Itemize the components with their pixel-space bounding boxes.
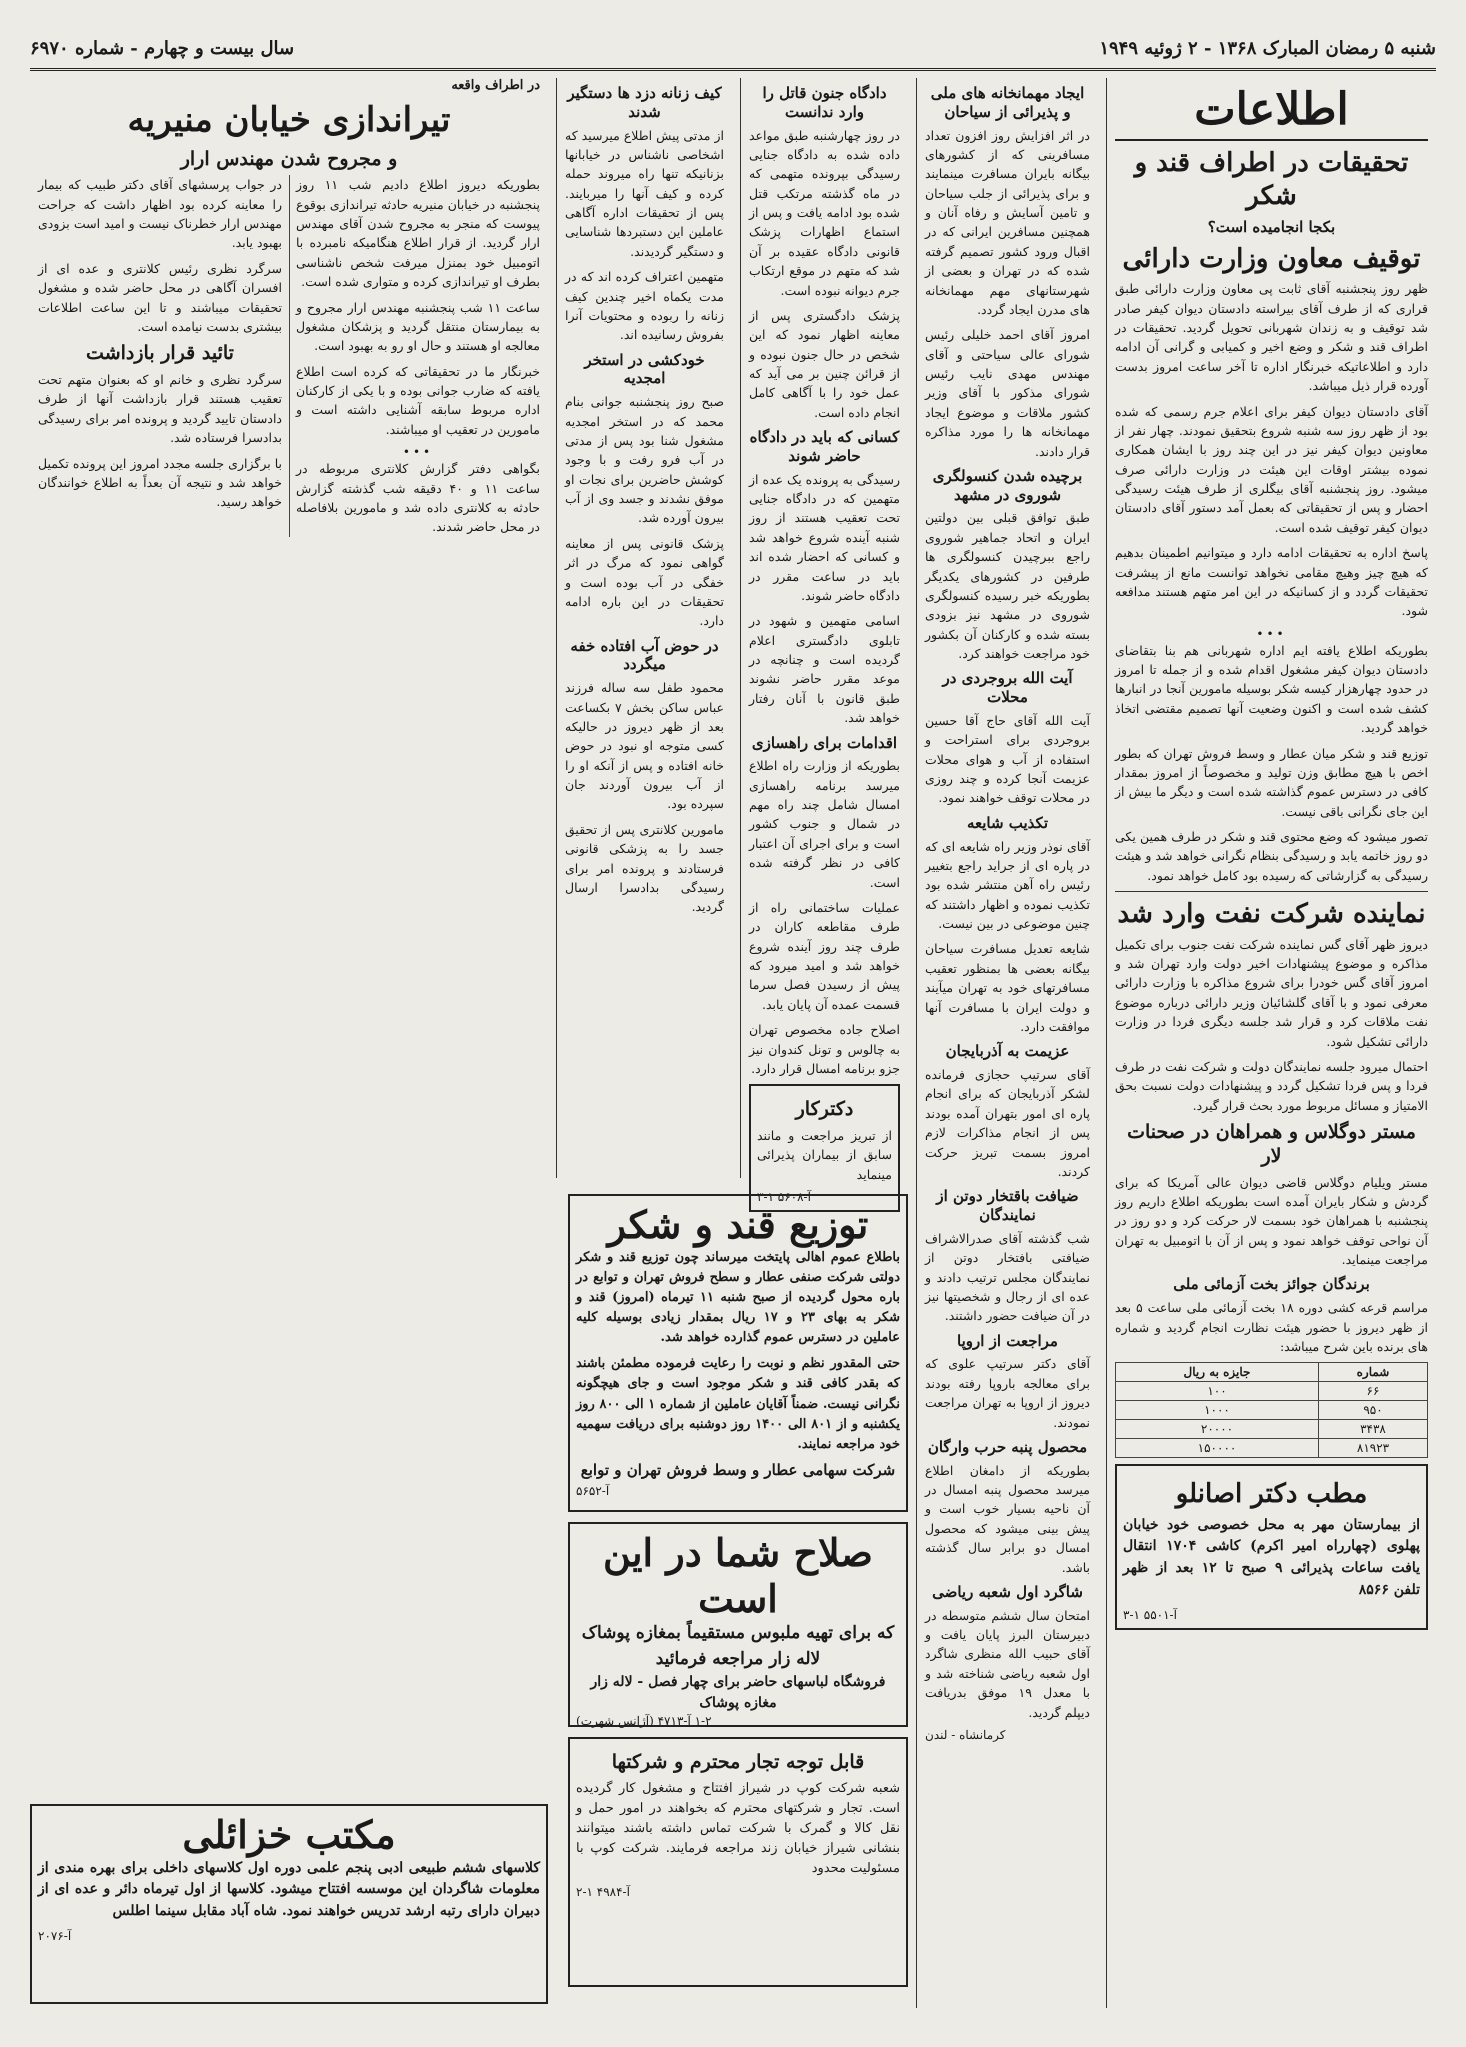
table-row: ۶۶ ۱۰۰: [1116, 1382, 1428, 1401]
article-text: در روز چهارشنبه طبق مواعد داده شده به دادگاه جنایی رسیدگی بپرونده متهمی که در ماه گذشته مرتکب قتل شده بود ادامه یافت و پس از استماع اظهارات پزشک قانونی دادگاه عقیده بر آن شد که متهم در موقع ارتکاب جرم دیوانه نبوده است.: [749, 127, 900, 298]
article-text: پزشک دادگستری پس از معاینه اظهار نمود که این شخص در حال جنون نبوده و از قرائن چنین بر می آید که عمل خود را با آگاهی کامل انجام داده است.: [749, 307, 900, 420]
column-1: [1106, 78, 1436, 2008]
masthead: اطلاعات: [1115, 78, 1428, 141]
ad-notice-title: قابل توجه تجار محترم و شرکتها: [611, 1751, 865, 1773]
article-text: آقای دکتر سرتیپ علوی که برای معالجه باروپا رفته بودند دیروز از اروپا به تهران مراجعت نمودند.: [925, 1356, 1090, 1430]
article-text: رسیدگی به پرونده یک عده از متهمین که در دادگاه جنایی تحت تعقیب هستند از روز شنبه آینده شروع خواهد شد و کسانی که احضار شده اند باید در ساعت مقرر در دادگاه حاضر شوند.: [748, 471, 900, 603]
article-text: پزشک قانونی پس از معاینه گواهی نمود که مرگ در اثر خفگی در آب بوده است و تحقیقات در این باره ادامه دارد.: [565, 535, 724, 629]
table-row: ۸۱۹۲۳ ۱۵۰۰۰۰: [1116, 1439, 1428, 1458]
ad-clothing-line: که برای تهیه ملبوس مستقیماً بمغازه پوشاک: [581, 1623, 895, 1644]
article-text: بطوریکه دیروز اطلاع دادیم شب ۱۱ روز پنجشنبه در خیابان منیریه حادثه تیراندازی بوقوع پیوست که منجر به مجروح شدن آقای مهندس ارار گردید. از قرار اطلاع هنگامیکه نامبرده با اتومبیل خود بمنزل میرفت شخص ناشناسی بطرف او تیراندازی کرده و متواری شده است.: [296, 177, 540, 290]
article-text: ساعت ۱۱ شب پنجشنبه مهندس ارار مجروح و به بیمارستان منتقل گردید و پزشکان مشغول معالجه او هستند و حال او رو به بهبود است.: [296, 299, 540, 354]
ad-doctor-title: مطب دکتر اصانلو: [1175, 1479, 1368, 1510]
article-text: آقای نوذر وزیر راه شایعه ای که در پاره ای از جراید راجع بتغییر رئیس راه آهن منتشر شده بود تکذیب نموده و اظهار داشتند که چنین موضوعی در بین نیست.: [925, 838, 1090, 931]
kicker: در اطراف واقعه: [451, 78, 540, 93]
headline-borujerdi: آیت الله بروجردی در محلات: [942, 669, 1073, 707]
ad-notice-text: شعبه شرکت کوپ در شیراز افتتاح و مشغول کار گردیده است. تجار و شرکتهای محترم که بخواهند در امور حمل و نقل کالا و گمرک با شرکت تماس داشته باشند میتوانند بنشانی شیراز خیابان زند مراجعه فرمایند. شرکت کوپ با مسئولیت محدود: [576, 1780, 900, 1877]
headline-child-drowned: در حوض آب افتاده خفه میگردد: [570, 636, 719, 674]
ad-ref: آ-۵۶۵۲: [576, 1483, 610, 1498]
headline-oil-company: نماینده شرکت نفت وارد شد: [1117, 899, 1426, 930]
article-text: بطوریکه اطلاع یافته ایم اداره شهربانی هم بنا بتقاضای دادستان دیوان کیفر مشغول اقدام شده و از جمله تا امروز در حدود چهارهزار کیسه شکر بوسیله مامورین آنجا در انبارها کشف شده است و اکنون وضعیت آنها تصمیم مقتضی اتخاذ خواهد گردید.: [1115, 642, 1428, 736]
article-text: صبح روز پنجشنبه جوانی بنام محمد که در استخر امجدیه مشغول شنا بود پس از مدتی در آب فرو رفت و با وجود کوشش حاضرین برای نجات او موفق نشدند و جسد وی از آب بیرون آورده شد.: [565, 394, 724, 526]
article-text: سرگرد نظری و خانم او که بعنوان متهم تحت تعقیب هستند قرار بازداشت آنها از طرف دادستان تایید گردید و پرونده امر برای رسیدگی بدادسرا فرستاده شد.: [38, 372, 282, 446]
headline-shooting: تیراندازی خیابان منیریه: [127, 100, 451, 140]
lottery-table: [1115, 1362, 1428, 1458]
headline-azerbaijan: عزیمت به آذربایجان: [945, 1042, 1070, 1061]
subhead-kicker: بکجا انجامیده است؟: [1207, 218, 1336, 236]
article-text: در جواب پرسشهای آقای دکتر طبیب که بیمار را معاینه کرده بود اظهار داشت که جراحت مهندس ارار خطرناک نیست و امید است بزودی بهبود یابد.: [38, 177, 282, 251]
table-header: جایزه به ریال: [1116, 1363, 1319, 1382]
ad-school: [30, 1804, 548, 2004]
article-text: با برگزاری جلسه مجدد امروز این پرونده تکمیل خواهد شد و نتیجه آن بعداً به اطلاع خوانندگان خواهد رسید.: [38, 455, 282, 510]
ad-sugar-text-2: حتی المقدور نظم و نوبت را رعایت فرموده مطمئن باشند که بقدر کافی قند و شکر موجود است و جای هیچگونه نگرانی نیست. ضمناً آقایان عاملین از شماره ۱ الی ۸۰۰ روز یکشنبه و از ۸۰۱ الی ۱۴۰۰ روز دوشنبه برای دریافت سهمیه خود مراجعه نمایند.: [576, 1356, 901, 1452]
article-text: سرگرد نظری رئیس کلانتری و عده ای از افسران آگاهی در محل حاضر شده و مشغول تحقیقات میباشند و تا این ساعت اطلاعات بیشتری بدست نیامده است.: [38, 260, 282, 334]
article-text: آقای سرتیپ حجازی فرمانده لشکر آذربایجان که برای انجام پاره ای امور بتهران آمده بودند پس از انجام مذاکرات لازم امروز بسمت تبریز حرکت کردند.: [925, 1067, 1090, 1179]
article-text: دیروز ظهر آقای گس نماینده شرکت نفت جنوب برای تکمیل مذاکره و موضوع پیشنهادات اخیر دولت وارد تهران شد و امروز آقای گس خودرا برای شروع مذاکره با وزارت دارائی معرفی نمود و با آقای گلشائیان وزیر دارائی درباره موضوع نفت ملاقات کرد و قرار شد جلسه دیگری فردا در وزارت دارائی تشکیل شود.: [1115, 936, 1428, 1049]
dateline-issue: سال بیست و چهارم - شماره ۶۹۷۰: [30, 37, 295, 59]
article-text: در اثر افزایش روز افزون تعداد مسافرینی که از کشورهای بیگانه بایران مسافرت مینمایند و برای پذیرائی از جلب سیاحان و تامین آسایش و رفاه آنان و همچنین مسافرین ایرانی که در اقبال ورود کشور تصمیم گرفته شده که در تهران و بعضی از شهرستانهای مهم مهمانخانه های مدرن ایجاد گردد.: [925, 127, 1090, 317]
article-text: امتحان سال ششم متوسطه در دبیرستان البرز پایان یافت و آقای حبیب الله منظری شاگرد اول شعبه ریاضی شناخته شد و با معدل ۱۹ موفق بدریافت دیپلم گردید.: [925, 1607, 1090, 1720]
ad-clothing-line: لاله زار مراجعه فرمائید: [655, 1648, 821, 1669]
table-row: ۹۵۰ ۱۰۰۰: [1116, 1401, 1428, 1420]
article-text: مستر ویلیام دوگلاس قاضی دیوان عالی آمریکا که برای گردش و شکار بایران آمده است بطوریکه اطلاع داریم روز پنجشنبه با همراهان خود بسمت لار حرکت کرد و دو روز در آن نواحی توقف خواهد نمود و پس از آن با اتومبیل به تهران مراجعت مینماید.: [1115, 1174, 1428, 1267]
article-text: اسامی متهمین و شهود در تابلوی دادگستری اعلام گردیده است و چنانچه در موعد مقرر حاضر نشوند طبق قانون با آنان رفتار خواهد شد.: [749, 613, 900, 726]
headline-denial: تکذیب شایعه: [966, 813, 1049, 832]
separator: •••: [402, 445, 434, 460]
ad-ref: ۳-۱ آ-۵۶۰۸: [757, 1190, 811, 1205]
ad-doctor-kar-title: دکترکار: [795, 1098, 854, 1121]
article-text: شب گذشته آقای صدرالاشراف ضیافتی بافتخار دوتن از نمایندگان مجلس ترتیب دادند و عده ای از رجال و شخصیتها نیز در آن ضیافت حضور داشتند.: [925, 1230, 1090, 1324]
headline-douglas: مستر دوگلاس و همراهان در صحنات لار: [1127, 1121, 1416, 1167]
headline-top-student: شاگرد اول شعبه ریاضی: [932, 1582, 1083, 1601]
column-4: [556, 78, 732, 1178]
headline-cotton: محصول پنبه حرب وارگان: [927, 1437, 1088, 1456]
ad-doctor-text: از بیمارستان مهر به محل خصوصی خود خیابان پهلوی (چهارراه امیر اکرم) کاشی ۱۷۰۴ انتقال یافت ساعات پذیرائی ۹ صبح تا ۱۲ بعد از ظهر تلفن ۸۵۶۶: [1123, 1516, 1421, 1598]
headline-court-insanity: دادگاه جنون قاتل را وارد ندانست: [762, 84, 887, 121]
article-text: پاسخ اداره به تحقیقات ادامه دارد و میتوانیم اطمینان بدهیم که هیچ چیز وهیچ مقامی نخواهد توانست مانع از پیشرفت تحقیقات گردد و از کسانیکه در این امر متهم هستند مدافعه شود.: [1115, 545, 1428, 619]
article-text: آقای دادستان دیوان کیفر برای اعلام جرم رسمی که شده بود از ظهر روز سه شنبه شروع بتحقیق نمودند. چهار نفر از معاونین دیوان کیفر نیز در این چند روز با ایشان همکاری نموده بیشتر اوقات این هیئت در وزارت دارائی صرف میشود. روز پنجشنبه آقای بیگلری از طرف هیئت رسیدگی احضار و پس از تحقیقاتی که بعمل آمد دستور آقای دادستان دیوان کیفر توقیف شده است.: [1115, 403, 1428, 535]
article-text: احتمال میرود جلسه نمایندگان دولت و شرکت نفت در طرف فردا و پس فردا تشکیل گردد و پیشنهادات دولت نسبت بحق الامتیاز و مسائل مربوط مورد بحث قرار گیرد.: [1115, 1058, 1428, 1113]
article-text: عملیات ساختمانی راه از طرف مقاطعه کاران در طرف چند روز آینده شروع خواهد شد و امید میرود که پیش از رسیدن فصل سرما قسمت عمده آن پایان یابد.: [749, 899, 900, 1012]
table-row: ۳۴۳۸ ۲۰۰۰۰: [1116, 1420, 1428, 1439]
article-ref: کرمانشاه - لندن: [925, 1727, 1006, 1742]
article-text: بگواهی دفتر گزارش کلانتری مربوطه در ساعت ۱۱ و ۴۰ دقیقه شب گذشته گزارش حادثه به کلانتری داده شد و مامورین بلافاصله در محل حاضر شدند.: [296, 461, 540, 535]
column-3: [740, 78, 908, 1205]
article-text: طبق توافق قبلی بین دولتین ایران و اتحاد جماهیر شوروی راجع ببرچیدن کنسولگری ها طرفین در کشورهای یکدیگر بطوریکه خبر رسیده کنسولگری شوروی در مشهد نیز بزودی بسته شده و کارکنان آن بکشور خود مراجعت خواهند کرد.: [925, 510, 1090, 661]
divider: [1115, 891, 1428, 892]
headline-pool-suicide: خودکشی در استخر امجدیه: [584, 350, 705, 388]
headline-consulate: برچیده شدن کنسولگری شوروی در مشهد: [932, 466, 1083, 504]
article-text: توزیع قند و شکر میان عطار و وسط فروش تهران که بطور اخص با هیچ مطابق وزن تولید و مخصوصاً از امروز بمقدار کافی در دسترس عموم گذاشته شده است و دیگر ما بیش از این جای نگرانی باقی نیست.: [1115, 745, 1428, 819]
ad-sugar-signature: شرکت سهامی عطار و وسط فروش تهران و توابع: [580, 1461, 896, 1479]
headline-purse-thieves: کیف زنانه دزد ها دستگیر شدند: [567, 84, 722, 121]
article-text: آیت الله آقای حاج آقا حسین بروجردی برای استراحت و استفاده از آب و هوای محلات عزیمت آنجا کرده و چند روزی در محلات توقف خواهند نمود.: [925, 712, 1090, 806]
article-text: مامورین کلانتری پس از تحقیق جسد را به پزشکی قانونی فرستادند و پرونده امر برای رسیدگی بدادسرا ارسال گردید.: [565, 821, 724, 915]
headline-europe-return: مراجعت از اروپا: [957, 1331, 1058, 1350]
article-text: محمود طفل سه ساله فرزند عباس ساکن بخش ۷ بکساعت بعد از ظهر دیروز در حالیکه کسی متوجه او نبود در حوض خانه افتاده و پس از آنکه او را از آب بیرون آوردند جان سپرده بود.: [565, 680, 724, 812]
separator: •••: [1256, 626, 1287, 641]
ad-ref: آ-۲۰۷۶: [38, 1928, 72, 1943]
ad-doctor-kar: [749, 1084, 900, 1212]
newspaper-page: [30, 28, 1436, 2018]
article-text: بطوریکه از دامغان اطلاع میرسد محصول پنبه امسال در آن ناحیه بسیار خوب است و پیش بینی میشود که محصول امسال دو برابر سال گذشته باشد.: [925, 1462, 1090, 1575]
dateline-date: شنبه ۵ رمضان المبارک ۱۳۶۸ - ۲ ژوئیه ۱۹۴۹: [1099, 37, 1436, 59]
article-text: از مدتی پیش اطلاع میرسید که اشخاصی ناشناس در خیابانها بزنانیکه تنها راه میروند حمله کرده و کیف آنها را میربایند. پس از تحقیقات اداره آگاهی عاملین این دستبردها شناسایی و دستگیر گردیدند.: [565, 127, 724, 259]
ad-clothing-line: فروشگاه لباسهای حاضر برای چهار فصل - لاله زار مغازه پوشاک: [590, 1674, 886, 1712]
headline-banquet: ضیافت باقتخار دوتن از نمایندگان: [936, 1187, 1079, 1224]
column-2: [916, 78, 1098, 2008]
article-text: اصلاح جاده مخصوص تهران به چالوس و تونل کندوان نیز جزو برنامه امسال قرار دارد.: [749, 1022, 900, 1076]
article-text: شایعه تعدیل مسافرت سیاحان بیگانه بعضی ها بمنظور تعقیب مسافرتهای خود به تهران میآیند و دولت ایران با مسافرت آنها موافقت دارد.: [925, 941, 1090, 1034]
ad-school-text: کلاسهای ششم طبیعی ادبی پنجم علمی دوره اول کلاسهای داخلی برای بهره مندی از معلومات شاگردان این موسسه افتتاح میشود. کلاسها از اول تیرماه دائر و عده ای از دبیران دارای رتبه ارشد تدریس خواهند نمود. شاه آباد مقابل سینما اطلس: [38, 1859, 540, 1919]
ad-ref: ۳-۱ آ-۵۵۰۱: [1123, 1607, 1177, 1622]
headline-detention: تائید قرار بازداشت: [86, 342, 234, 365]
ad-school-title: مکتب خزائلی: [182, 1812, 396, 1857]
shooting-article-columns: [38, 175, 540, 536]
article-text: تصور میشود که وضع محتوی قند و شکر در طرف همین یکی دو روز خاتمه یابد و رسیدگی بنظام نگرانی خواهد شد و هیئت رسیدگی به گزارشاتی که رسیده بود کامل خواهد نمود.: [1115, 829, 1428, 883]
ad-ref: (آژانس شهرت) ۲-۱ آ-۴۷۱۳: [576, 1714, 712, 1729]
dateline: [30, 28, 1436, 71]
subhead-shooting: و مجروح شدن مهندس ارار: [180, 147, 398, 170]
ad-clothing: [568, 1522, 908, 1727]
column-5: [30, 78, 548, 1818]
ad-sugar-text: باطلاع عموم اهالی پایتخت میرساند چون توزیع قند و شکر دولتی شرکت صنفی عطار و سطح فروش تهران و توابع در باره محول گردیده از صبح شنبه ۱۱ تیرماه (امروز) قند و شکر به بهای ۲۳ و ۱۷ ریال بمقدار زیادی بوسیله کلیه عاملین در دسترس عموم گذارده خواهد شد.: [576, 1249, 900, 1346]
headline-sugar-investigation: تحقیقات در اطراف قند و شکر: [1134, 148, 1409, 211]
ad-traders-notice: [568, 1737, 908, 1987]
subhead-arrest: توقیف معاون وزارت دارائی: [1122, 243, 1421, 274]
headline-road-building: اقدامات برای راهسازی: [751, 733, 898, 752]
table-header: شماره: [1318, 1363, 1427, 1382]
ad-clothing-title: صلاح شما در این است: [603, 1530, 873, 1621]
headline-lottery: برندگان جوائز بخت آزمائی ملی: [1173, 1275, 1370, 1294]
ad-doctor: [1115, 1464, 1428, 1629]
ad-ref: ۲-۱ آ-۴۹۸۴: [576, 1885, 630, 1900]
article-text: خبرنگار ما در تحقیقاتی که کرده است اطلاع یافته که ضارب جوانی بوده و با یکی از کارکنان اداره مربوط سابقه آشنایی داشته است و مامورین در تعقیب او میباشند.: [296, 363, 540, 437]
ad-sugar-title: توزیع قند و شکر: [607, 1202, 869, 1247]
article-text: امروز آقای احمد خلیلی رئیس شورای عالی سیاحتی و آقای مهندس مهدی نایب رئیس شورای مذکور با آقای وزیر کشور ملاقات و موضوع ایجاد مهمانخانه ها را مورد مذاکره قرار دادند.: [925, 327, 1090, 459]
headline-court-summons: کسانی که باید در دادگاه حاضر شوند: [749, 428, 900, 465]
ad-doctor-kar-text: از تبریز مراجعت و مانند سابق از بیماران پذیرائی مینماید: [757, 1128, 892, 1182]
ad-sugar-distribution: [568, 1194, 908, 1512]
article-text: متهمین اعتراف کرده اند که در مدت یکماه اخیر چندین کیف زنانه را ربوده و محتویات آنرا بفروش رسانیده اند.: [565, 269, 724, 343]
article-text: ظهر روز پنجشنبه آقای ثابت پی معاون وزارت دارائی طبق قراری که از طرف آقای بیراسته دادستان دیوان کیفر صادر شد توقیف و به زندان شهربانی تحویل گردید. تحقیقات در اطراف قند و شکر و وضع اخیر و کمیابی و گرانی آن ادامه دارد و اطلاعاتیکه خبرنگار اداره تا آخر ساعت امروز بدست آورده قرار ذیل میباشد.: [1115, 281, 1428, 394]
article-text: مراسم قرعه کشی دوره ۱۸ بخت آزمائی ملی ساعت ۵ بعد از ظهر دیروز با حضور هیئت نظارت انجام گردید و شماره های برنده باین شرح میباشد:: [1115, 1300, 1429, 1354]
article-text: بطوریکه از وزارت راه اطلاع میرسد برنامه راهسازی امسال شامل چند راه مهم در شمال و جنوب کشور است و برای اجرای آن اعتبار کافی در نظر گرفته شده است.: [749, 758, 900, 890]
headline-hotels: ایجاد مهمانخانه های ملی و پذیرائی از سیاحان: [930, 84, 1085, 121]
